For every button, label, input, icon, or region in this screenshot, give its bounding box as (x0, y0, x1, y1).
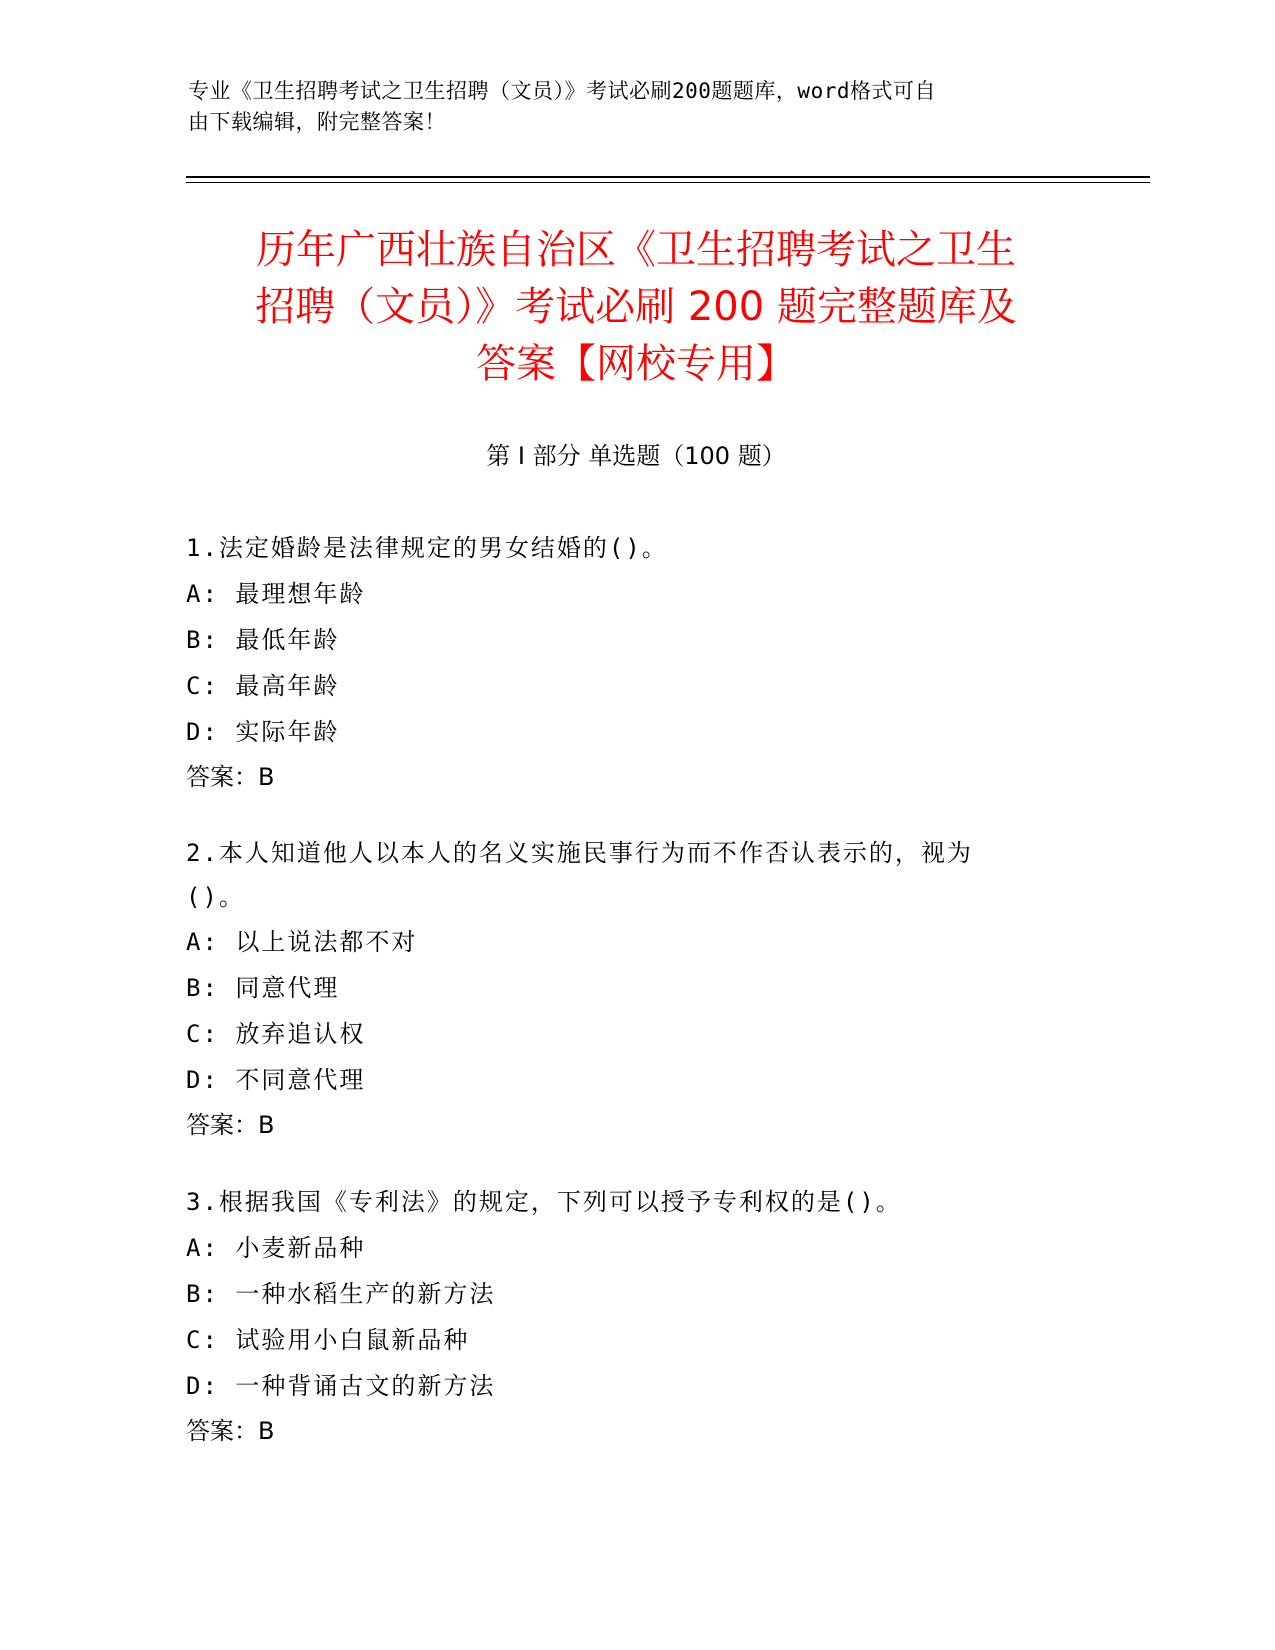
answer: 答案：B (186, 1111, 275, 1139)
header-note (188, 76, 1068, 138)
option-b: B: 一种水稻生产的新方法 (186, 1280, 496, 1308)
option-c: C: 最高年龄 (186, 672, 340, 700)
option-d: D: 一种背诵古文的新方法 (186, 1372, 496, 1400)
question-1 (186, 525, 1086, 799)
question-stem: 2.本人知道他人以本人的名义实施民事行为而不作否认表示的，视为 (186, 839, 973, 867)
option-a: A: 小麦新品种 (186, 1234, 366, 1262)
header-divider-thin (186, 182, 1150, 183)
option-d: D: 实际年龄 (186, 718, 340, 746)
question-2 (186, 831, 1086, 1147)
option-c: C: 放弃追认权 (186, 1020, 366, 1048)
option-d: D: 不同意代理 (186, 1066, 366, 1094)
section-title: 第 I 部分 单选题（100 题） (486, 442, 786, 470)
option-c: C: 试验用小白鼠新品种 (186, 1326, 470, 1354)
answer: 答案：B (186, 1417, 275, 1445)
title-line2: 招聘（文员）》考试必刷 200 题完整题库及 (255, 284, 1017, 330)
question-stem: 1.法定婚龄是法律规定的男女结婚的()。 (186, 534, 668, 562)
question-3 (186, 1179, 1086, 1453)
option-a: A: 最理想年龄 (186, 580, 366, 608)
question-stem: 3.根据我国《专利法》的规定，下列可以授予专利权的是()。 (186, 1188, 902, 1216)
header-divider-thick (186, 176, 1150, 178)
question-stem-continuation: ()。 (186, 883, 245, 911)
title-line3: 答案【网校专用】 (476, 341, 796, 387)
title-line1: 历年广西壮族自治区《卫生招聘考试之卫生 (256, 227, 1016, 273)
option-a: A: 以上说法都不对 (186, 928, 418, 956)
option-b: B: 最低年龄 (186, 626, 340, 654)
document-title (186, 222, 1086, 393)
option-b: B: 同意代理 (186, 974, 340, 1002)
header-note-line2: 由下载编辑，附完整答案！ (188, 110, 446, 134)
question-list (186, 525, 1086, 1485)
header-note-line1: 专业《卫生招聘考试之卫生招聘（文员）》考试必刷200题题库，word格式可自 (188, 79, 936, 103)
answer: 答案：B (186, 763, 275, 791)
